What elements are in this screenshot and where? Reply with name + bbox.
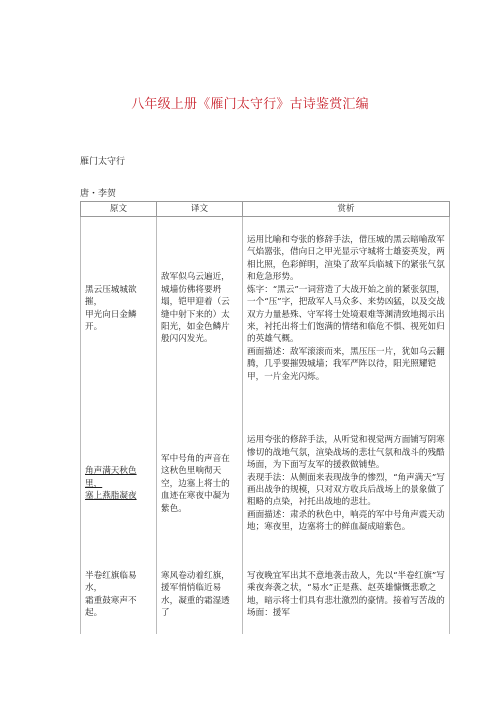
original-line: 塞上燕脂凝夜 xyxy=(85,491,137,502)
appreciation-cell xyxy=(243,400,450,568)
appreciation-paragraph: 运用夸张的修辞手法，从听觉和视觉两方面铺写阴寒惨切的战地气氛，渲染战场的悲壮气氛和战斗的残酷场面，为下面写友军的援救做铺垫。 xyxy=(247,435,445,471)
header-original: 原文 xyxy=(81,202,157,217)
original-line: 霜重鼓寒声不起。 xyxy=(85,595,137,619)
appreciation-paragraph: 运用比喻和夸张的修辞手法，借压城的黑云暗喻敌军气焰嚣张，借向日之甲光显示守城将士雄姿英发，两相比照，色彩鲜明，渲染了敌军兵临城下的紧张气氛和危急形势。 xyxy=(247,235,445,283)
table-header-row xyxy=(81,202,450,217)
appreciation-paragraph: 炼字：“黑云”一词营造了大战开始之前的紧张氛围，一个“压”字，把敌军人马众多、来势凶猛，以及交战双方力量悬殊、守军将士处境艰难等渊清致地揭示出来，衬托出将士们饱满的情绪和临危不惧、视死如归的英雄气概。 xyxy=(247,284,445,345)
appreciation-cell xyxy=(243,568,450,634)
original-line: 黑云压城城欲摧， xyxy=(85,284,137,308)
original-line: 甲光向日金鳞开。 xyxy=(85,309,137,332)
appreciation-paragraph: 画面描述：敌军滚滚而来，黑压压一片，犹如乌云翻腾，几乎要摧毁城墙；我军严阵以待，阳光照耀铠甲，一片金光闪烁。 xyxy=(247,346,445,382)
appreciation-cell xyxy=(243,217,450,401)
appreciation-paragraph: 画面描述：肃杀的秋色中，响亮的军中号角声震天动地；寒夜里，边塞将士的鲜血凝成暗紫色。 xyxy=(247,509,445,533)
translation-cell: 寒风卷动着红旗，援军悄悄临近易水，凝重的霜湿透了 xyxy=(157,568,243,634)
appreciation-paragraph: 写夜晚宜军出其不意地袭击敌人，先以“半卷红旗”写乘夜奔袭之状，“易水”正是燕、赵英雄慷慨悲歌之地，暗示将士们具有悲壮激烈的豪情。接着写苦战的场面：援军 xyxy=(247,571,445,619)
header-translation: 译文 xyxy=(157,202,243,217)
document-title: 八年级上册《雁门太守行》古诗鉴赏汇编 xyxy=(131,97,369,112)
appreciation-paragraph: 表现手法：从侧面来表现战争的惨烈，“角声满天”写画出战争的规模，只对双方收兵后战场上的景象做了粗略的点染，衬托出战地的悲壮。 xyxy=(247,472,445,508)
table-row xyxy=(81,400,450,568)
table-row xyxy=(81,568,450,634)
translation-cell: 敌军似乌云遍近，城墙仿佛将要坍塌，铠甲迎着（云缝中射下来的）太阳光，如金色鳞片般闪闪发光。 xyxy=(157,217,243,401)
original-line: 角声满天秋色里， xyxy=(85,466,137,489)
header-appreciation: 赏析 xyxy=(243,202,450,217)
original-cell xyxy=(81,400,157,568)
table-row xyxy=(81,217,450,401)
poem-author: 唐・李贺 xyxy=(80,189,117,199)
translation-cell: 军中号角的声音在这秋色里响彻天空，边塞上将士的血迹在寒夜中凝为紫色。 xyxy=(157,400,243,568)
appreciation-table xyxy=(80,201,450,634)
original-cell xyxy=(81,568,157,634)
original-cell xyxy=(81,217,157,401)
poem-name: 雁门太守行 xyxy=(80,157,126,167)
original-line: 半卷红旗临易水， xyxy=(85,571,137,594)
